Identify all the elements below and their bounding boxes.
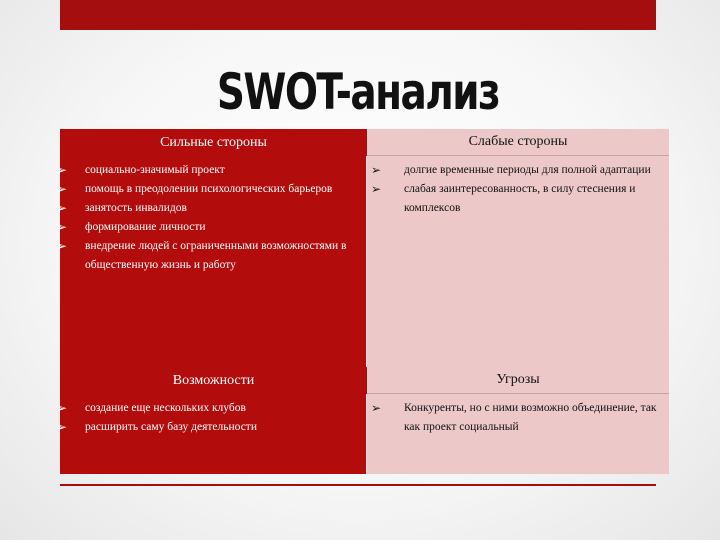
arrow-bullet-icon: ➢ <box>57 163 68 177</box>
weaknesses-cell <box>367 156 669 367</box>
opportunities-cell <box>57 394 367 474</box>
swot-table <box>57 129 669 474</box>
bottom-divider <box>60 484 656 486</box>
list-item: ➢ формирование личности <box>57 218 358 237</box>
opportunities-header: Возможности <box>60 367 367 394</box>
weaknesses-header: Слабые стороны <box>367 129 669 156</box>
weaknesses-list <box>367 161 661 218</box>
threats-list <box>367 399 661 437</box>
list-item: ➢ слабая заинтересованность, в силу стеснения и комплексов <box>367 180 661 218</box>
arrow-bullet-icon: ➢ <box>371 401 382 415</box>
strengths-header: Сильные стороны <box>60 129 367 156</box>
threats-header: Угрозы <box>367 367 669 394</box>
opportunities-list <box>57 399 358 437</box>
arrow-bullet-icon: ➢ <box>57 401 68 415</box>
strengths-cell <box>57 156 367 367</box>
page-title: SWOT-анализ <box>216 63 500 121</box>
strengths-list <box>57 161 358 275</box>
list-item: ➢ Конкуренты, но с ними возможно объединение, так как проект социальный <box>367 399 661 437</box>
list-item: ➢ внедрение людей с ограниченными возможностями в общественную жизнь и работу <box>57 237 358 275</box>
list-item: ➢ долгие временные периоды для полной адаптации <box>367 161 661 180</box>
arrow-bullet-icon: ➢ <box>57 182 68 196</box>
list-item: ➢ занятость инвалидов <box>57 199 358 218</box>
arrow-bullet-icon: ➢ <box>57 220 68 234</box>
arrow-bullet-icon: ➢ <box>57 420 68 434</box>
list-item: ➢ создание еще нескольких клубов <box>57 399 358 418</box>
list-item: ➢ помощь в преодолении психологических барьеров <box>57 180 358 199</box>
threats-cell <box>367 394 669 474</box>
top-accent-bar <box>60 0 656 30</box>
arrow-bullet-icon: ➢ <box>371 163 382 177</box>
list-item: ➢ социально-значимый проект <box>57 161 358 180</box>
arrow-bullet-icon: ➢ <box>371 182 382 196</box>
list-item: ➢ расширить саму базу деятельности <box>57 418 358 437</box>
arrow-bullet-icon: ➢ <box>57 201 68 215</box>
arrow-bullet-icon: ➢ <box>57 239 68 253</box>
